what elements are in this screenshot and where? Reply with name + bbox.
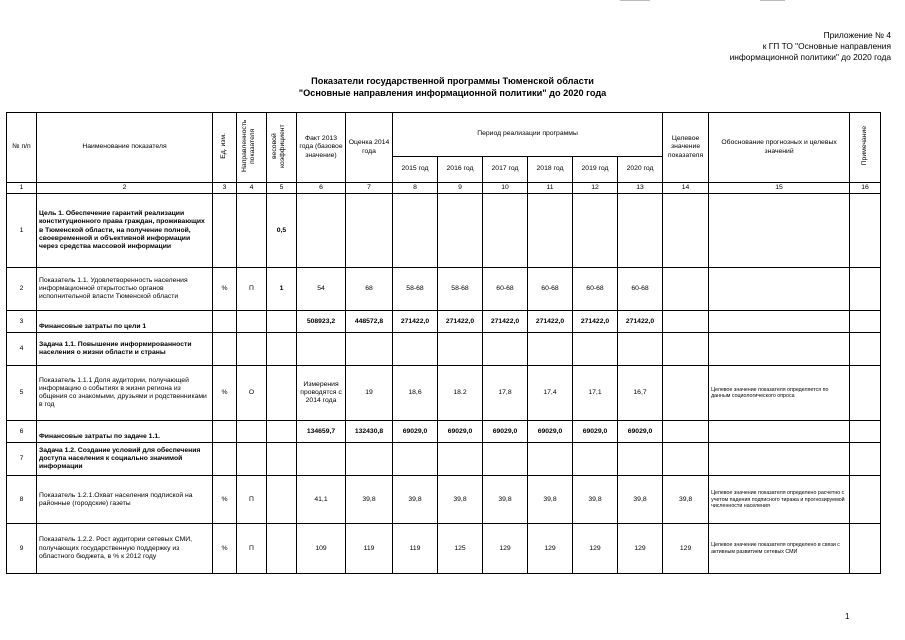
row-number: 8 xyxy=(7,476,37,524)
unit-cell xyxy=(213,421,237,443)
document-title xyxy=(0,75,905,99)
justification-cell xyxy=(709,268,850,311)
direction-cell: П xyxy=(237,524,267,574)
target-cell: 39,8 xyxy=(663,476,709,524)
fact-2013-cell: 41,1 xyxy=(297,476,346,524)
year-value-cell: 17,1 xyxy=(573,366,618,421)
header-period: Период реализации программы xyxy=(393,113,663,157)
row-number: 9 xyxy=(7,524,37,574)
direction-cell: П xyxy=(237,268,267,311)
fact-2013-cell: 508923,2 xyxy=(297,311,346,333)
header-year: 2015 год xyxy=(393,157,438,183)
column-number: 15 xyxy=(709,183,850,194)
header-year: 2016 год xyxy=(438,157,483,183)
weight-cell xyxy=(267,421,297,443)
column-number: 1 xyxy=(7,183,37,194)
weight-cell xyxy=(267,333,297,366)
year-value-cell: 58-68 xyxy=(438,268,483,311)
row-number: 1 xyxy=(7,194,37,268)
year-value-cell: 271422,0 xyxy=(393,311,438,333)
year-value-cell: 39,8 xyxy=(393,476,438,524)
year-value-cell: 39,8 xyxy=(438,476,483,524)
year-value-cell: 271422,0 xyxy=(573,311,618,333)
year-value-cell: 69029,0 xyxy=(438,421,483,443)
estimate-2014-cell: 19 xyxy=(346,366,393,421)
year-value-cell: 125 xyxy=(438,524,483,574)
column-number: 5 xyxy=(267,183,297,194)
remark-cell xyxy=(850,443,881,476)
table-row xyxy=(7,443,881,476)
estimate-2014-cell: 132430,8 xyxy=(346,421,393,443)
indicator-name: Показатель 1.2.1.Охват населения подпиской на районные (городские) газеты xyxy=(37,476,213,524)
justification-cell xyxy=(709,333,850,366)
remark-cell xyxy=(850,524,881,574)
header-target: Целевое значение показателя xyxy=(663,113,709,183)
column-number: 3 xyxy=(213,183,237,194)
scan-edge-mark xyxy=(620,0,650,1)
weight-cell xyxy=(267,476,297,524)
justification-cell xyxy=(709,443,850,476)
fact-2013-cell xyxy=(297,333,346,366)
estimate-2014-cell xyxy=(346,194,393,268)
remark-cell xyxy=(850,476,881,524)
direction-cell xyxy=(237,443,267,476)
year-value-cell: 39,8 xyxy=(528,476,573,524)
year-value-cell: 18,6 xyxy=(393,366,438,421)
remark-cell xyxy=(850,333,881,366)
year-value-cell: 271422,0 xyxy=(483,311,528,333)
year-value-cell xyxy=(438,333,483,366)
year-value-cell xyxy=(618,194,663,268)
column-number: 12 xyxy=(573,183,618,194)
unit-cell: % xyxy=(213,476,237,524)
year-value-cell: 271422,0 xyxy=(528,311,573,333)
fact-2013-cell: 134659,7 xyxy=(297,421,346,443)
year-value-cell: 60-68 xyxy=(573,268,618,311)
year-value-cell: 39,8 xyxy=(483,476,528,524)
year-value-cell: 58-68 xyxy=(393,268,438,311)
header-direction: Направленность показателя xyxy=(237,113,267,183)
column-number: 10 xyxy=(483,183,528,194)
fact-2013-cell: 109 xyxy=(297,524,346,574)
appendix-line: Приложение № 4 xyxy=(823,30,891,40)
column-number: 6 xyxy=(297,183,346,194)
year-value-cell: 69029,0 xyxy=(393,421,438,443)
year-value-cell xyxy=(573,333,618,366)
year-value-cell xyxy=(483,194,528,268)
table-row xyxy=(7,268,881,311)
header-unit: Ед. изм. xyxy=(213,113,237,183)
column-number: 14 xyxy=(663,183,709,194)
header-weight: весовой коэффициент xyxy=(267,113,297,183)
indicator-name: Финансовые затраты по задаче 1.1. xyxy=(37,421,213,443)
page-mark: 1 xyxy=(845,612,850,621)
estimate-2014-cell: 68 xyxy=(346,268,393,311)
target-cell xyxy=(663,366,709,421)
estimate-2014-cell: 448572,8 xyxy=(346,311,393,333)
year-value-cell: 60-68 xyxy=(483,268,528,311)
unit-cell xyxy=(213,443,237,476)
column-number: 13 xyxy=(618,183,663,194)
justification-cell: Целевое значение показателя определяется по данным социологического опроса xyxy=(709,366,850,421)
target-cell xyxy=(663,268,709,311)
target-cell xyxy=(663,194,709,268)
unit-cell xyxy=(213,333,237,366)
scan-edge-mark xyxy=(760,0,785,1)
row-number: 3 xyxy=(7,311,37,333)
column-number: 8 xyxy=(393,183,438,194)
row-number: 7 xyxy=(7,443,37,476)
year-value-cell: 17,8 xyxy=(483,366,528,421)
column-number-row xyxy=(7,183,881,194)
year-value-cell xyxy=(483,443,528,476)
remark-cell xyxy=(850,268,881,311)
header-name: Наименование показателя xyxy=(37,113,213,183)
year-value-cell: 129 xyxy=(573,524,618,574)
indicators-table xyxy=(6,112,881,574)
year-value-cell: 271422,0 xyxy=(618,311,663,333)
estimate-2014-cell xyxy=(346,333,393,366)
weight-cell xyxy=(267,311,297,333)
weight-cell: 1 xyxy=(267,268,297,311)
column-number: 2 xyxy=(37,183,213,194)
remark-cell xyxy=(850,311,881,333)
indicator-name: Задача 1.1. Повышение информированности населения о жизни области и страны xyxy=(37,333,213,366)
justification-cell xyxy=(709,311,850,333)
year-value-cell: 129 xyxy=(618,524,663,574)
header-year: 2020 год xyxy=(618,157,663,183)
header-fact-2013: Факт 2013 года (базовое значение) xyxy=(297,113,346,183)
remark-cell xyxy=(850,421,881,443)
justification-cell: Целевое значение показателя определено в связи с активным развитием сетевых СМИ xyxy=(709,524,850,574)
justification-cell: Целевое значение показателя определено расчетно с учетом падения подписного тиража и прогнозируемой численности населения xyxy=(709,476,850,524)
year-value-cell: 129 xyxy=(483,524,528,574)
column-number: 4 xyxy=(237,183,267,194)
estimate-2014-cell: 39,8 xyxy=(346,476,393,524)
header-num: № п/п xyxy=(7,113,37,183)
indicator-name: Показатель 1.1. Удовлетворенность населения информационной открытостью органов исполнительной власти Тюменской области xyxy=(37,268,213,311)
header-year: 2018 год xyxy=(528,157,573,183)
year-value-cell: 39,8 xyxy=(573,476,618,524)
year-value-cell: 39,8 xyxy=(618,476,663,524)
unit-cell xyxy=(213,194,237,268)
target-cell xyxy=(663,333,709,366)
fact-2013-cell: Измерения проводятся с 2014 года xyxy=(297,366,346,421)
year-value-cell: 271422,0 xyxy=(438,311,483,333)
unit-cell: % xyxy=(213,268,237,311)
unit-cell xyxy=(213,311,237,333)
table-row xyxy=(7,311,881,333)
estimate-2014-cell xyxy=(346,443,393,476)
column-number: 11 xyxy=(528,183,573,194)
year-value-cell: 119 xyxy=(393,524,438,574)
direction-cell xyxy=(237,333,267,366)
table-row xyxy=(7,476,881,524)
direction-cell xyxy=(237,194,267,268)
header-estimate-2014: Оценка 2014 года xyxy=(346,113,393,183)
year-value-cell: 69029,0 xyxy=(483,421,528,443)
appendix-note xyxy=(730,30,891,63)
header-year: 2017 год xyxy=(483,157,528,183)
direction-cell: О xyxy=(237,366,267,421)
year-value-cell: 129 xyxy=(528,524,573,574)
remark-cell xyxy=(850,194,881,268)
year-value-cell xyxy=(438,443,483,476)
year-value-cell xyxy=(393,194,438,268)
year-value-cell: 18.2 xyxy=(438,366,483,421)
year-value-cell xyxy=(573,194,618,268)
target-cell xyxy=(663,443,709,476)
table-row xyxy=(7,421,881,443)
remark-cell xyxy=(850,366,881,421)
column-number: 9 xyxy=(438,183,483,194)
weight-cell xyxy=(267,443,297,476)
header-remark: Примечание xyxy=(850,113,881,183)
table-row xyxy=(7,194,881,268)
direction-cell: П xyxy=(237,476,267,524)
title-line: "Основные направления информационной политики" до 2020 года xyxy=(298,88,607,98)
fact-2013-cell xyxy=(297,194,346,268)
estimate-2014-cell: 119 xyxy=(346,524,393,574)
column-number: 7 xyxy=(346,183,393,194)
year-value-cell: 69029,0 xyxy=(618,421,663,443)
year-value-cell: 60-68 xyxy=(528,268,573,311)
weight-cell xyxy=(267,524,297,574)
header-justification: Обоснование прогнозных и целевых значений xyxy=(709,113,850,183)
header-year: 2019 год xyxy=(573,157,618,183)
title-line: Показатели государственной программы Тюменской области xyxy=(311,76,594,86)
year-value-cell: 69029,0 xyxy=(528,421,573,443)
indicator-name: Задача 1.2. Создание условий для обеспечения доступа населения к социально значимой информации xyxy=(37,443,213,476)
year-value-cell xyxy=(618,333,663,366)
year-value-cell xyxy=(393,443,438,476)
justification-cell xyxy=(709,421,850,443)
year-value-cell: 16,7 xyxy=(618,366,663,421)
column-number: 16 xyxy=(850,183,881,194)
year-value-cell xyxy=(573,443,618,476)
direction-cell xyxy=(237,311,267,333)
target-cell xyxy=(663,311,709,333)
weight-cell: 0,5 xyxy=(267,194,297,268)
unit-cell: % xyxy=(213,366,237,421)
year-value-cell xyxy=(483,333,528,366)
year-value-cell xyxy=(528,443,573,476)
year-value-cell xyxy=(528,333,573,366)
year-value-cell: 69029,0 xyxy=(573,421,618,443)
year-value-cell xyxy=(393,333,438,366)
row-number: 6 xyxy=(7,421,37,443)
fact-2013-cell xyxy=(297,443,346,476)
indicator-name: Цель 1. Обеспечение гарантий реализации конституционного права граждан, проживающих в Тюменской области, на получение полной, своевременной и объективной информации через средства массовой информации xyxy=(37,194,213,268)
year-value-cell xyxy=(618,443,663,476)
row-number: 2 xyxy=(7,268,37,311)
indicator-name: Показатель 1.1.1 Доля аудитории, получающей информацию о событиях в жизни региона из общения со знакомыми, друзьями и родственниками в год xyxy=(37,366,213,421)
direction-cell xyxy=(237,421,267,443)
indicator-name: Финансовые затраты по цели 1 xyxy=(37,311,213,333)
table-row xyxy=(7,333,881,366)
appendix-line: к ГП ТО "Основные направления xyxy=(762,41,891,51)
year-value-cell: 60-68 xyxy=(618,268,663,311)
fact-2013-cell: 54 xyxy=(297,268,346,311)
table-row xyxy=(7,366,881,421)
table-body xyxy=(7,194,881,574)
row-number: 4 xyxy=(7,333,37,366)
appendix-line: информационной политики" до 2020 года xyxy=(729,52,891,62)
target-cell xyxy=(663,421,709,443)
year-value-cell xyxy=(528,194,573,268)
target-cell: 129 xyxy=(663,524,709,574)
weight-cell xyxy=(267,366,297,421)
justification-cell xyxy=(709,194,850,268)
year-value-cell: 17,4 xyxy=(528,366,573,421)
indicator-name: Показатель 1.2.2. Рост аудитории сетевых СМИ, получающих государственную поддержку из областного бюджета, в % к 2012 году xyxy=(37,524,213,574)
table-row xyxy=(7,524,881,574)
row-number: 5 xyxy=(7,366,37,421)
unit-cell: % xyxy=(213,524,237,574)
year-value-cell xyxy=(438,194,483,268)
